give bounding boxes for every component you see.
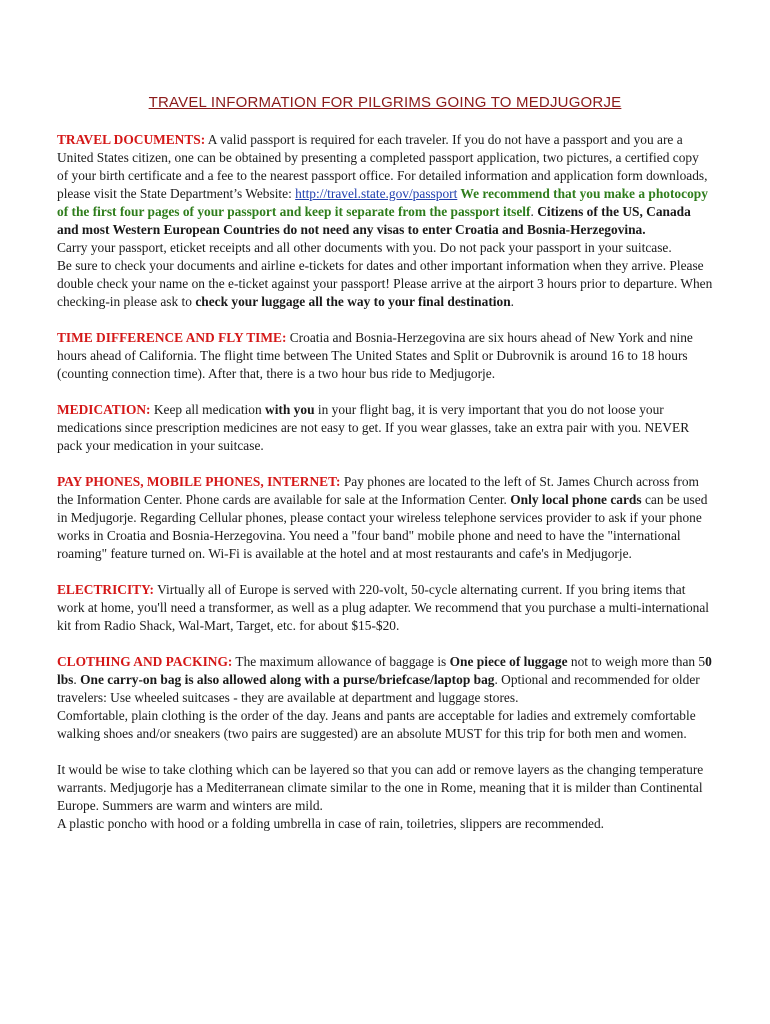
medication-text-end: in your flight bag, it is very important that you do not loose your medications since prescription medicines are not easy to get. If you wear glasses, take an extra pair with you. NEVER pack your medication in your suitcase. [57, 402, 690, 453]
medication-text-start: Keep all medication [150, 402, 266, 417]
phones-text-end: can be used in Medjugorje. Regarding Cellular phones, please contact your wireless telephone services provider to ask if your phone works in Croatia and Bosnia-Herzegovina. You need a "four band" mobile phone and need to have the "international roaming" feature turned on. Wi-Fi is available at the hotel and at most restaurants and cafe's in Medjugorje. [57, 492, 708, 561]
check-documents-text: Be sure to check your documents and airline e-tickets for dates and other important information when they arrive. Please double check your name on the e-ticket against your passport! Please arrive at the airport 3 hours prior to departure. When checking-in please ask to [57, 258, 713, 309]
phones-bold: Only local phone cards [510, 492, 642, 507]
electricity-section [57, 581, 713, 635]
clothing-bold-1: One piece of luggage [449, 654, 568, 669]
time-difference-text: Croatia and Bosnia-Herzegovina are six hours ahead of New York and nine hours ahead of California. The flight time between The United States and Split or Dubrovnik is around 16 to 18 hours (counting connection time). After that, there is a two hour bus ride to Medjugorje. [57, 330, 693, 381]
medication-section [57, 401, 713, 455]
clothing-text-4: . Optional and recommended for older travelers: Use wheeled suitcases - they are available at department and luggage stores. [57, 672, 700, 705]
travel-documents-heading: TRAVEL DOCUMENTS: [57, 132, 206, 147]
spacer [57, 635, 713, 653]
medication-bold: with you [265, 402, 315, 417]
layered-clothing-paragraph: It would be wise to take clothing which can be layered so that you can add or remove layers as the changing temperature warrants. Medjugorje has a Mediterranean climate similar to the one in Rome, meaning that it is milder than Continental Europe. Summers are warm and winters are mild. [57, 762, 704, 813]
clothing-bold-3: One carry-on bag is also allowed along with a purse/briefcase/laptop bag [80, 672, 495, 687]
carry-passport-paragraph: Carry your passport, eticket receipts and all other documents with you. Do not pack your passport in your suitcase. [57, 240, 672, 255]
page-title: TRAVEL INFORMATION FOR PILGRIMS GOING TO MEDJUGORJE [148, 94, 622, 111]
spacer [57, 563, 713, 581]
phones-heading: PAY PHONES, MOBILE PHONES, INTERNET: [57, 474, 341, 489]
clothing-section [57, 653, 713, 707]
document-body [57, 131, 713, 833]
clothing-text-2: not to weigh more than 5 [567, 654, 706, 669]
time-difference-section [57, 329, 713, 383]
check-documents-end: . [510, 294, 515, 309]
clothing-bold-2: 0 lbs [57, 654, 712, 687]
check-luggage-note: check your luggage all the way to your final destination [195, 294, 511, 309]
medication-heading: MEDICATION: [57, 402, 151, 417]
spacer [57, 383, 713, 401]
spacer [57, 743, 713, 761]
comfortable-clothing-paragraph: Comfortable, plain clothing is the order of the day. Jeans and pants are acceptable for ladies and extremely comfortable walking shoes and/or sneakers (two pairs are suggested) are an absolute MUST for this trip for both men and women. [57, 708, 696, 741]
travel-documents-text: A valid passport is required for each traveler. If you do not have a passport and you are a United States citizen, one can be obtained by presenting a completed passport application, two pictures, a certified copy of your birth certificate and a fee to the nearest passport office. For detailed information and application form downloads, please visit the State Department’s Website: [57, 132, 708, 201]
phones-section [57, 473, 713, 563]
spacer [57, 311, 713, 329]
clothing-heading: CLOTHING AND PACKING: [57, 654, 233, 669]
time-difference-heading: TIME DIFFERENCE AND FLY TIME: [57, 330, 287, 345]
photocopy-recommendation: We recommend that you make a photocopy of the first four pages of your passport and keep it separate from the passport itself [57, 186, 708, 219]
passport-link[interactable]: http://travel.state.gov/passport [295, 186, 458, 201]
visa-note: Citizens of the US, Canada and most Western European Countries do not need any visas to enter Croatia and Bosnia-Herzegovina. [57, 204, 691, 237]
electricity-heading: ELECTRICITY: [57, 582, 154, 597]
check-documents-paragraph [57, 257, 713, 311]
clothing-text-1: The maximum allowance of baggage is [232, 654, 450, 669]
spacer [57, 455, 713, 473]
electricity-text: Virtually all of Europe is served with 220-volt, 50-cycle alternating current. If you bring items that work at home, you'll need a transformer, as well as a plug adapter. We recommend that you purchase a multi-international kit from Radio Shack, Wal-Mart, Target, etc. for about $15-$20. [57, 582, 710, 633]
travel-documents-section [57, 131, 713, 239]
phones-text-start: Pay phones are located to the left of St. James Church across from the Information Center. Phone cards are available for sale at the Information Center. [57, 474, 699, 507]
poncho-paragraph: A plastic poncho with hood or a folding umbrella in case of rain, toiletries, slippers are recommended. [57, 816, 605, 831]
clothing-text-3: . [73, 672, 81, 687]
recommendation-period: . [530, 204, 534, 219]
